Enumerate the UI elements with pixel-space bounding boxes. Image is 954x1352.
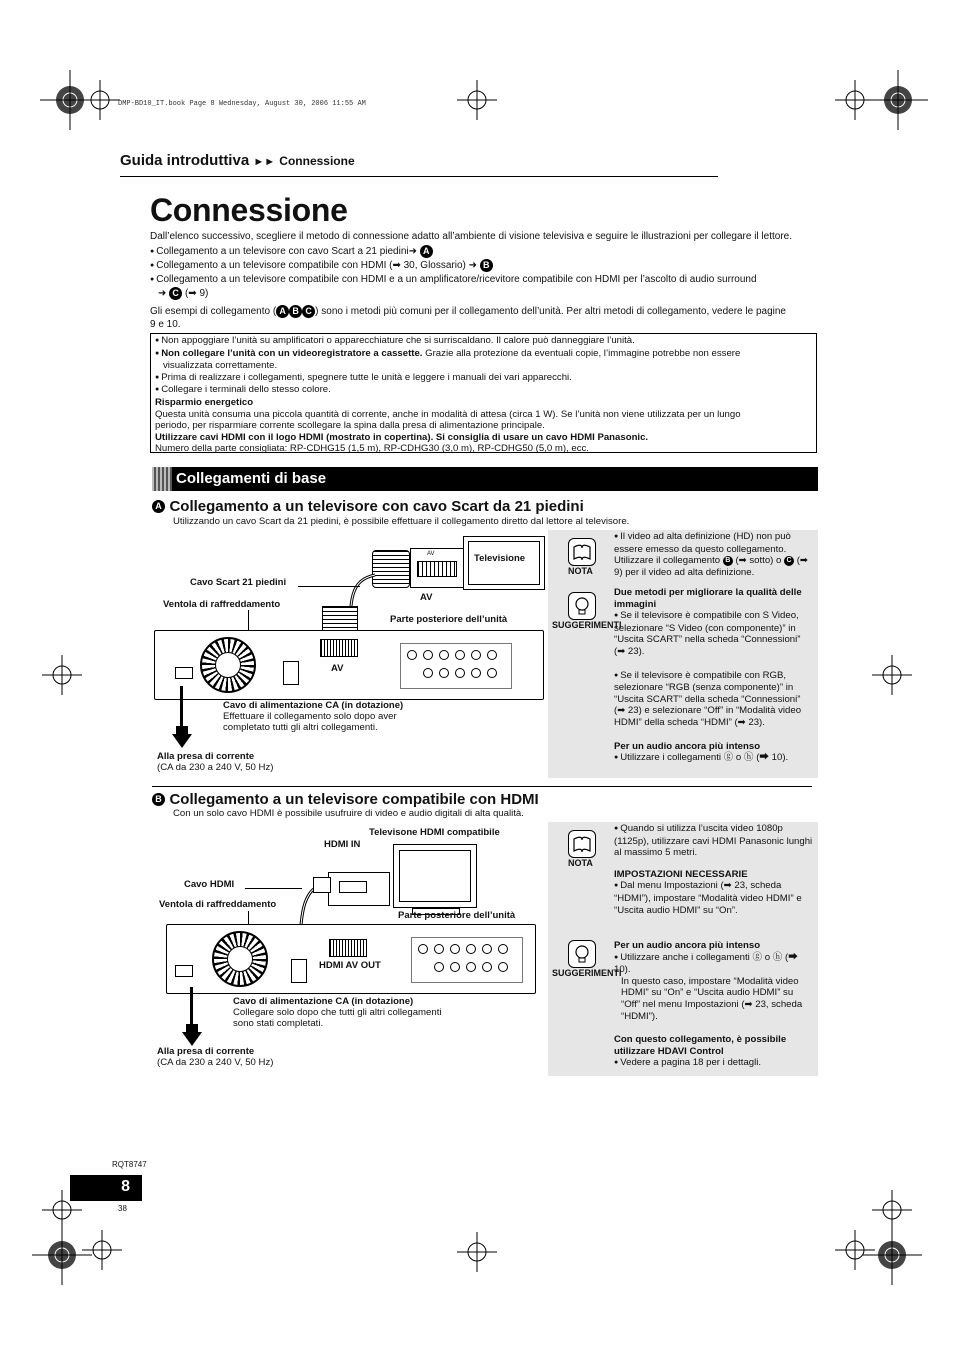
note-a-1 — [614, 531, 814, 578]
tips-b-1: Utilizzare anche i collegamenti ⓖ o ⓗ (➡ 10). — [614, 951, 798, 976]
section-b-desc: Con un solo cavo HDMI è possibile usufruire di video e audio digitali di alta qualità. — [173, 808, 524, 819]
intro-bullet-c — [150, 274, 820, 288]
registration-mark-bottom-right-2 — [872, 1190, 912, 1230]
rca-jack-icon — [439, 668, 449, 678]
ac-in-socket — [175, 965, 193, 977]
letter-c-icon: C — [784, 556, 794, 566]
banner-title: Collegamenti di base — [176, 470, 327, 487]
banner-gradient — [152, 467, 172, 491]
footer-code: RQT8747 — [112, 1160, 147, 1169]
rca-jack-icon — [498, 962, 508, 972]
rca-jack-icon — [418, 944, 428, 954]
breadcrumb-subtitle: Connessione — [279, 154, 355, 168]
tv-b — [393, 844, 477, 908]
rca-jack-icon — [487, 650, 497, 660]
hdmi-in-label: HDMI IN — [324, 839, 361, 850]
tips-b-2: Vedere a pagina 18 per i dettagli. — [620, 1057, 762, 1069]
fan-label-a: Ventola di raffreddamento — [163, 599, 281, 610]
tv-scart-connector — [417, 561, 457, 577]
suggerimenti-icon — [568, 592, 596, 620]
jack-panel — [411, 937, 523, 983]
rca-jack-icon — [466, 944, 476, 954]
tv-a — [463, 536, 545, 590]
warning-box — [150, 333, 817, 453]
letter-a-icon: A — [276, 305, 289, 318]
intro-text — [150, 231, 820, 331]
note-b-imp: Dal menu Impostazioni (➡ 23, scheda “HDMI”), impostare “Modalità video HDMI” e “Uscita audio HDMI” su “On”. — [614, 880, 802, 916]
scart-socket-unit — [320, 639, 358, 657]
unit-av-label: AV — [331, 663, 344, 674]
warning-2-bold: Non collegare l’unità con un videoregistratore a cassette. — [161, 347, 423, 359]
fan-label-b: Ventola di raffreddamento — [159, 899, 277, 910]
warning-2-rest: Grazie alla protezione da eventuali copie, l’immagine potrebbe non essere — [422, 347, 741, 359]
intro-bullet-c-ref: ➜ C (➡ 9) — [158, 288, 209, 300]
section-b-heading — [152, 791, 539, 809]
section-banner — [152, 467, 818, 491]
section-b-title: Collegamento a un televisore compatibile con HDMI — [169, 791, 539, 808]
outlet-a-title: Alla presa di corrente — [157, 751, 255, 762]
notes-panel-a — [548, 530, 818, 778]
nota-icon — [568, 538, 596, 566]
page-number-box — [70, 1175, 142, 1201]
section-a-desc: Utilizzando un cavo Scart da 21 piedini, è possibile effettuare il collegamento diretto dal lettore al televisore. — [173, 516, 630, 527]
tips-a — [614, 587, 814, 765]
suggerimenti-icon — [568, 940, 596, 968]
page-number: 8 — [121, 1178, 130, 1195]
power-cable-a-title: Cavo di alimentazione CA (in dotazione) — [223, 700, 404, 711]
footer-subpage: 38 — [118, 1204, 127, 1213]
jack-panel — [400, 643, 512, 689]
diagram-b — [150, 822, 545, 1072]
letter-b-icon: B — [152, 793, 165, 806]
intro-examples-pre: Gli esempi di collegamento ( — [150, 306, 277, 318]
tips-b-1-more: In questo caso, impostare “Modalità video HDMI” su “On” e “Uscita audio HDMI” su “Off” nel menu Impostazioni (➡ 23, scheda “HDMI”). — [621, 975, 803, 1022]
registration-mark-bottom-left-3 — [82, 1230, 122, 1270]
power-cable-b-title: Cavo di alimentazione CA (in dotazione) — [233, 996, 414, 1007]
letter-c-icon: C — [169, 287, 182, 300]
note-b-1: Quando si utilizza l’uscita video 1080p (1125p), utilizzare cavi HDMI Panasonic lunghi al massimo 5 metri. — [614, 823, 813, 859]
letter-c-icon: C — [302, 305, 315, 318]
tips-a-3: Utilizzare i collegamenti ⓖ o ⓗ (➡ 10). — [620, 752, 789, 764]
breadcrumb — [120, 152, 355, 169]
nota-label: NOTA — [568, 566, 593, 576]
outlet-a-sub: (CA da 230 a 240 V, 50 Hz) — [157, 762, 274, 773]
power-cable-b-line2: sono stati completati. — [233, 1018, 324, 1029]
notes-panel-b — [548, 822, 818, 1076]
registration-mark-top-center — [457, 80, 497, 120]
registration-mark-right-middle — [872, 655, 912, 695]
tv-b-screen — [399, 850, 471, 902]
hdmi-cable-advice: Utilizzare cavi HDMI con il logo HDMI (mostrato in copertina). Si consiglia di usare un cavo HDMI Panasonic. — [155, 431, 649, 443]
rca-jack-icon — [498, 944, 508, 954]
registration-mark-top-left-2 — [80, 80, 120, 120]
intro-examples-line2: 9 e 10. — [150, 318, 181, 330]
rca-jack-icon — [482, 944, 492, 954]
intro-examples — [150, 305, 820, 319]
rca-jack-icon — [450, 944, 460, 954]
hdmi-in-socket — [339, 881, 367, 893]
part-numbers: Numero della parte consigliata: RP-CDHG15 (1,5 m), RP-CDHG30 (3,0 m), RP-CDHG50 (5,0 m), ecc. — [155, 443, 589, 455]
tv-b-label: Televisone HDMI compatibile — [369, 827, 500, 838]
rca-jack-icon — [487, 668, 497, 678]
rear-label-a: Parte posteriore dell’unità — [390, 614, 508, 625]
note-b-imp-title: IMPOSTAZIONI NECESSARIE — [614, 868, 748, 880]
power-cable-b-line1: Collegare solo dopo che tutti gli altri collegamenti — [233, 1007, 442, 1018]
outlet-b-title: Alla presa di corrente — [157, 1046, 255, 1057]
player-a — [154, 630, 544, 700]
letter-a-icon: A — [152, 500, 165, 513]
rca-jack-icon — [455, 668, 465, 678]
section-divider — [152, 786, 812, 787]
section-a-title: Collegamento a un televisore con cavo Scart da 21 piedini — [169, 498, 584, 515]
rca-jack-icon — [471, 650, 481, 660]
energy-saving-2: periodo, per risparmiare corrente scollegare la spina dalla presa di alimentazione principale. — [155, 420, 545, 432]
rca-jack-icon — [455, 650, 465, 660]
note-a-1-end: (➡ 9) per il video ad alta definizione. — [614, 555, 808, 578]
letter-a-icon: A — [420, 245, 433, 258]
power-cable-a-line1: Effettuare il collegamento solo dopo aver — [223, 711, 397, 722]
tv-av-small: AV — [427, 551, 435, 557]
scart-label-line — [298, 586, 360, 587]
note-a-1-ref: (➡ sotto) o — [735, 555, 782, 567]
fan-icon — [200, 637, 256, 693]
rca-jack-icon — [482, 962, 492, 972]
rca-jack-icon — [466, 962, 476, 972]
registration-mark-bottom-right-3 — [862, 1225, 922, 1285]
rca-jack-icon — [439, 650, 449, 660]
diagram-a — [150, 530, 545, 780]
rear-label-b: Parte posteriore dell’unità — [398, 910, 516, 921]
tv-av-label: AV — [420, 592, 433, 603]
scart-cable-label: Cavo Scart 21 piedini — [190, 577, 287, 588]
rca-jack-icon — [434, 962, 444, 972]
intro-bullet-b-text: Collegamento a un televisore compatibile con HDMI (➡ 30, Glossario) ➜ — [156, 260, 478, 272]
warning-4: Collegare i terminali dello stesso colore. — [161, 384, 331, 396]
tv-scart-socket — [410, 548, 464, 588]
registration-mark-left-middle — [42, 655, 82, 695]
fan-icon — [212, 931, 268, 987]
warning-1: Non appoggiare l’unità su amplificatori o apparecchiature che si surriscaldano. Il calore può danneggiare l’unità. — [161, 335, 635, 346]
registration-mark-top-right-2 — [868, 70, 928, 130]
tips-a-2: Se il televisore è compatibile con RGB, selezionare “RGB (senza componente)” in “Uscita SCART” della scheda “Connessioni” (➡ 23) e selezionare “Off” in “Modalità video HDMI” della scheda “HDMI” (➡ 23). — [614, 669, 802, 728]
rca-jack-icon — [407, 650, 417, 660]
power-cable-b — [190, 987, 193, 1027]
tips-b-title: Per un audio ancora più intenso — [614, 940, 761, 951]
warning-3: Prima di realizzare i collegamenti, spegnere tutte le unità e leggere i manuali dei vari apparecchi. — [161, 371, 572, 383]
tips-a-3-title: Per un audio ancora più intenso — [614, 740, 761, 752]
letter-b-icon: B — [723, 556, 733, 566]
suggerimenti-label: SUGGERIMENTI — [552, 620, 622, 630]
breadcrumb-title: Guida introduttiva — [120, 152, 250, 169]
power-arrow-icon — [172, 726, 192, 750]
rca-jack-icon — [450, 962, 460, 972]
intro-bullet-c-ref-text: (➡ 9) — [184, 288, 209, 300]
tv-a-label: Televisione — [474, 553, 526, 564]
nota-label: NOTA — [568, 858, 593, 868]
section-a-heading — [152, 498, 584, 516]
tips-a-title: Due metodi per migliorare la qualità delle immagini — [614, 587, 802, 610]
intro-line: Dall’elenco successivo, scegliere il metodo di connessione adatto all’ambiente di visione televisiva e seguire le illustrazioni per collegare il lettore. — [150, 231, 793, 242]
intro-bullet-a: ● Collegamento a un televisore con cavo Scart a 21 piedini➜ A — [150, 245, 820, 260]
scart-socket-unit — [329, 939, 367, 957]
rca-jack-icon — [423, 650, 433, 660]
intro-bullet-b — [150, 259, 820, 274]
tips-b — [614, 940, 814, 1070]
hdmi-socket — [283, 661, 299, 685]
hdmi-av-out-label: HDMI AV OUT — [319, 960, 381, 971]
intro-bullet-c-text: Collegamento a un televisore compatibile con HDMI e a un amplificatore/ricevitore compatibile con HDMI per l’ascolto di audio surround — [156, 273, 757, 285]
warning-2-line2: visualizzata correttamente. — [163, 360, 278, 372]
breadcrumb-arrows: ►► — [253, 156, 276, 168]
letter-b-icon: B — [480, 259, 493, 272]
page-title: Connessione — [150, 192, 348, 228]
file-header: DMP-BD10_IT.book Page 8 Wednesday, August 30, 2006 11:55 AM — [118, 100, 366, 108]
hdmi-cable-label-line — [245, 888, 302, 889]
power-cable-a-line2: completato tutti gli altri collegamenti. — [223, 722, 378, 733]
nota-icon — [568, 830, 596, 858]
energy-saving-title: Risparmio energetico — [155, 396, 254, 408]
rca-jack-icon — [471, 668, 481, 678]
note-a-1-text: Il video ad alta definizione (HD) non può essere emesso da questo collegamento. Utilizzare il collegamento — [614, 531, 791, 567]
intro-bullet-a-text: Collegamento a un televisore con cavo Scart a 21 piedini — [156, 245, 409, 257]
player-b — [166, 924, 536, 994]
suggerimenti-label: SUGGERIMENTI — [552, 968, 622, 978]
rca-jack-icon — [423, 668, 433, 678]
hdmi-cable-label: Cavo HDMI — [184, 879, 235, 890]
rca-jack-icon — [434, 944, 444, 954]
hdmi-socket — [291, 959, 307, 983]
ac-in-socket — [175, 667, 193, 679]
outlet-b-sub: (CA da 230 a 240 V, 50 Hz) — [157, 1057, 274, 1068]
note-b — [614, 823, 814, 916]
header-rule — [120, 176, 718, 177]
tips-a-1: Se il televisore è compatibile con S Video, selezionare “S Video (con componente)” in “Uscita SCART” nella scheda “Connessioni” (➡ 23). — [614, 610, 801, 657]
letter-b-icon: B — [289, 305, 302, 318]
hdmi-plug-top — [313, 877, 331, 893]
tips-b-2-title: Con questo collegamento, è possibile utilizzare HDAVI Control — [614, 1034, 787, 1057]
registration-mark-bottom-center — [457, 1232, 497, 1272]
intro-examples-post: ) sono i metodi più comuni per il collegamento dell’unità. Per altri metodi di collegamento, vedere le pagine — [315, 306, 786, 318]
energy-saving-1: Questa unità consuma una piccola quantità di corrente, anche in modalità di attesa (circa 1 W). Se l’unità non viene utilizzata per un lungo — [155, 408, 741, 420]
power-arrow-icon — [182, 1024, 202, 1048]
